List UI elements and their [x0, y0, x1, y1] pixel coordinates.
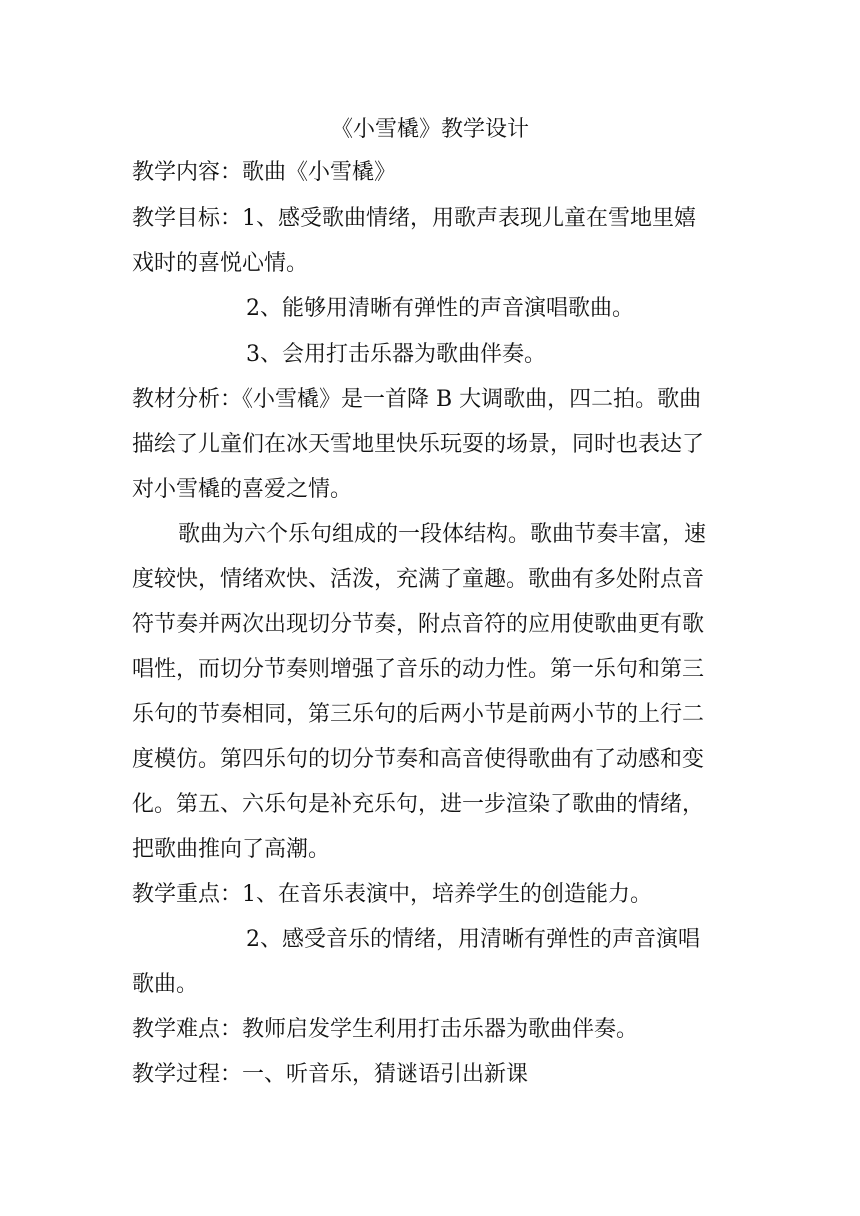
structure-paragraph-line-7: 化。第五、六乐句是补充乐句，进一步渲染了歌曲的情绪，	[132, 792, 705, 817]
material-analysis-line-2: 描绘了儿童们在冰天雪地里快乐玩耍的场景，同时也表达了	[132, 432, 705, 457]
teaching-goal-line-1: 教学目标：1、感受歌曲情绪，用歌声表现儿童在雪地里嬉	[132, 206, 696, 231]
teaching-goal-line-3: 2、能够用清晰有弹性的声音演唱歌曲。	[246, 296, 634, 321]
key-points-line-1: 教学重点：1、在音乐表演中，培养学生的创造能力。	[132, 882, 652, 907]
structure-paragraph-line-1: 歌曲为六个乐句组成的一段体结构。歌曲节奏丰富，速	[178, 522, 707, 547]
teaching-goal-line-4: 3、会用打击乐器为歌曲伴奏。	[246, 342, 546, 367]
document-title: 《小雪橇》教学设计	[330, 117, 529, 142]
key-points-line-3: 歌曲。	[132, 972, 199, 997]
structure-paragraph-line-5: 乐句的节奏相同，第三乐句的后两小节是前两小节的上行二	[132, 702, 705, 727]
structure-paragraph-line-8: 把歌曲推向了高潮。	[132, 837, 331, 862]
structure-paragraph-line-6: 度模仿。第四乐句的切分节奏和高音使得歌曲有了动感和变	[132, 747, 705, 772]
key-points-line-2: 2、感受音乐的情绪，用清晰有弹性的声音演唱	[246, 927, 700, 952]
teaching-goal-line-2: 戏时的喜悦心情。	[132, 251, 309, 276]
teaching-process-line: 教学过程：一、听音乐，猜谜语引出新课	[132, 1062, 529, 1087]
structure-paragraph-line-2: 度较快，情绪欢快、活泼，充满了童趣。歌曲有多处附点音	[132, 567, 705, 592]
structure-paragraph-line-3: 符节奏并两次出现切分节奏，附点音符的应用使歌曲更有歌	[132, 612, 705, 637]
difficult-points-line: 教学难点：教师启发学生利用打击乐器为歌曲伴奏。	[132, 1017, 639, 1042]
material-analysis-line-3: 对小雪橇的喜爱之情。	[132, 477, 353, 502]
structure-paragraph-line-4: 唱性，而切分节奏则增强了音乐的动力性。第一乐句和第三	[132, 657, 705, 682]
material-analysis-line-1: 教材分析：《小雪橇》是一首降 B 大调歌曲，四二拍。歌曲	[132, 387, 702, 412]
teaching-content-line: 教学内容：歌曲《小雪橇》	[132, 160, 397, 185]
